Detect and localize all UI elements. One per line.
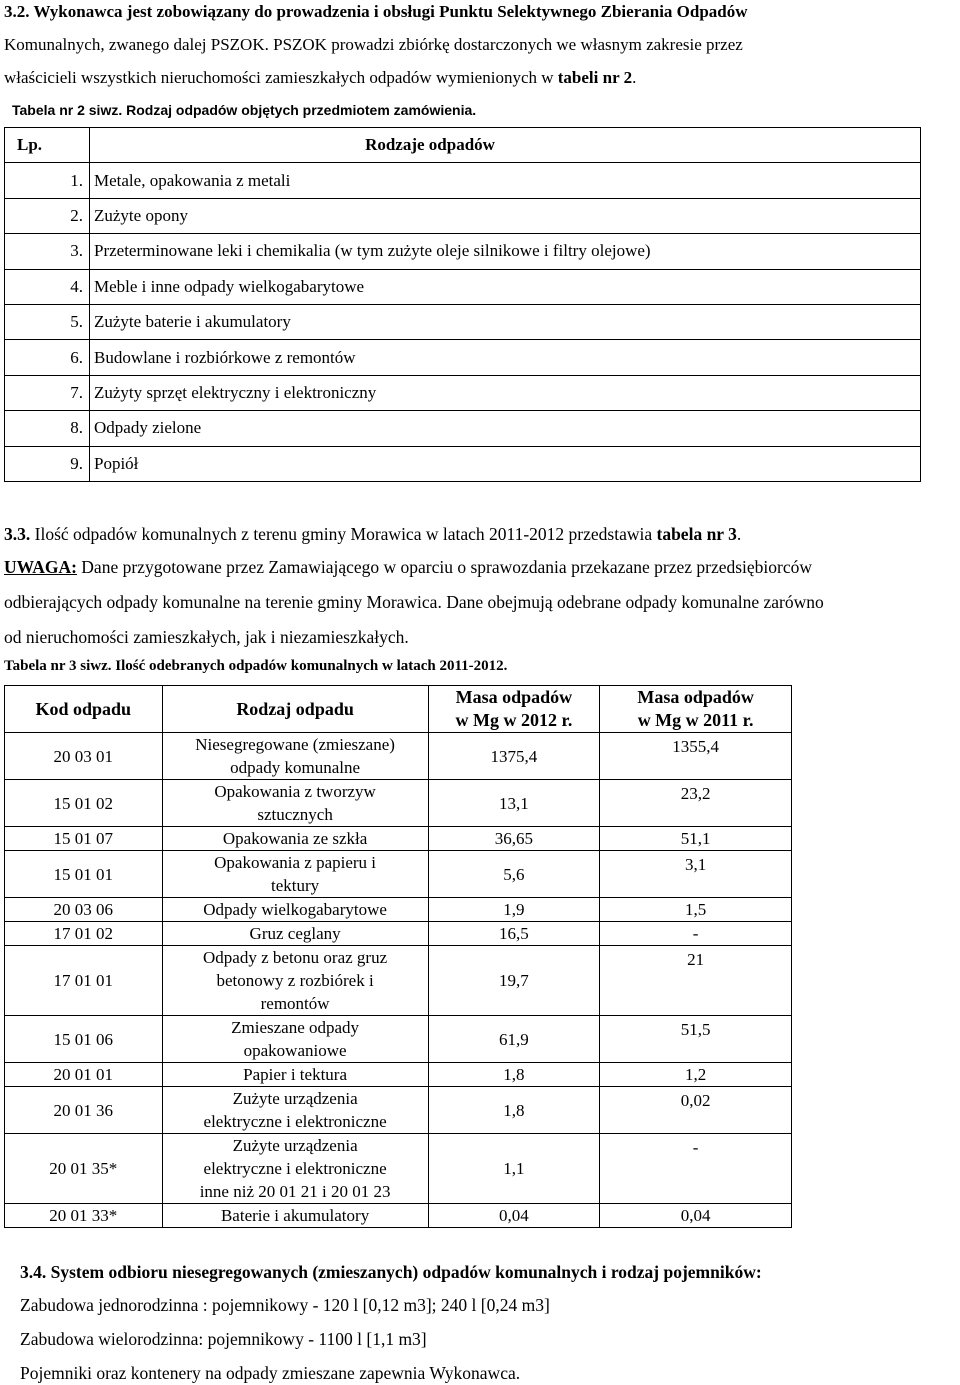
waste-type [162, 898, 428, 922]
mass-2012: 36,65 [428, 827, 600, 851]
waste-type-line: opakowaniowe [243, 1041, 347, 1060]
mass-2011: - [600, 1134, 792, 1204]
waste-code: 20 01 33* [5, 1204, 163, 1228]
row-number: 5. [5, 304, 90, 339]
waste-type-line: elektryczne i elektroniczne [203, 1159, 387, 1178]
row-number: 7. [5, 375, 90, 410]
row-number: 3. [5, 234, 90, 269]
waste-type-line: Papier i tektura [243, 1065, 348, 1084]
uwaga-line-1 [4, 550, 960, 584]
table-2-caption: Tabela nr 2 siwz. Rodzaj odpadów objętych przedmiotem zamówienia. [12, 102, 477, 118]
mass-2011: 1,2 [600, 1063, 792, 1087]
table-row [5, 1016, 792, 1063]
waste-quantity-table [4, 685, 792, 1228]
mass-2011: 0,04 [600, 1204, 792, 1228]
waste-type-line: Baterie i akumulatory [220, 1206, 370, 1225]
table-row [5, 304, 921, 339]
waste-code: 20 03 01 [5, 733, 163, 780]
table-row [5, 946, 792, 1016]
table-row [5, 1087, 792, 1134]
waste-code: 20 03 06 [5, 898, 163, 922]
waste-type-line: Odpady z betonu oraz gruz [203, 948, 388, 967]
waste-type-name: Metale, opakowania z metali [90, 163, 921, 198]
section-3-4-line-3: Pojemniki oraz kontenery na odpady zmieszane zapewnia Wykonawca. [20, 1363, 521, 1383]
section-3-3-text: Ilość odpadów komunalnych z terenu gminy Morawica w latach 2011-2012 przedstawia [30, 524, 657, 544]
waste-type [162, 733, 428, 780]
waste-type-line: inne niż 20 01 21 i 20 01 23 [199, 1182, 391, 1201]
table-row [5, 922, 792, 946]
mass-2012: 1,8 [428, 1087, 600, 1134]
table-row [5, 198, 921, 233]
header-mass-2011-line-2: w Mg w 2011 r. [637, 710, 754, 730]
mass-2011: 51,5 [600, 1016, 792, 1063]
mass-2012: 16,5 [428, 922, 600, 946]
waste-code: 15 01 07 [5, 827, 163, 851]
waste-type [162, 1204, 428, 1228]
table-row [5, 411, 921, 446]
waste-type-name: Zużyte opony [90, 198, 921, 233]
waste-type [162, 1134, 428, 1204]
section-3-2-line-3 [4, 61, 954, 95]
mass-2012: 5,6 [428, 851, 600, 898]
header-mass-2012-line-1: Masa odpadów [455, 687, 573, 707]
table-3-reference: tabela nr 3 [656, 524, 737, 544]
waste-type-name: Meble i inne odpady wielkogabarytowe [90, 269, 921, 304]
header-mass-2011-line-1: Masa odpadów [637, 687, 754, 707]
waste-type [162, 827, 428, 851]
section-3-4-line-1: Zabudowa jednorodzinna : pojemnikowy - 120 l [0,12 m3]; 240 l [0,24 m3] [20, 1295, 550, 1315]
row-number: 8. [5, 411, 90, 446]
waste-type [162, 1016, 428, 1063]
row-number: 6. [5, 340, 90, 375]
uwaga-line-3: od nieruchomości zamieszkałych, jak i niezamieszkałych. [4, 627, 409, 647]
waste-type-line: elektryczne i elektroniczne [203, 1112, 387, 1131]
section-3-3-end: . [736, 524, 742, 544]
table-row [5, 163, 921, 198]
waste-type-line: Opakowania ze szkła [222, 829, 368, 848]
waste-type-line: Zużyte urządzenia [232, 1136, 358, 1155]
header-code: Kod odpadu [5, 686, 163, 733]
header-waste-types: Rodzaje odpadów [90, 128, 921, 163]
waste-type-name: Przeterminowane leki i chemikalia (w tym zużyte oleje silnikowe i filtry olejowe) [90, 234, 921, 269]
table-row [5, 851, 792, 898]
mass-2011: 0,02 [600, 1087, 792, 1134]
mass-2011: 51,1 [600, 827, 792, 851]
waste-code: 20 01 35* [5, 1134, 163, 1204]
mass-2012: 1375,4 [428, 733, 600, 780]
uwaga-line-2: odbierających odpady komunalne na terenie gminy Morawica. Dane obejmują odebrane odpady komunalne zarówno [4, 592, 824, 612]
waste-type-name: Odpady zielone [90, 411, 921, 446]
waste-code: 15 01 01 [5, 851, 163, 898]
mass-2011: 1355,4 [600, 733, 792, 780]
table-row [5, 898, 792, 922]
waste-code: 20 01 36 [5, 1087, 163, 1134]
waste-type-line: Zmieszane odpady [231, 1018, 360, 1037]
waste-code: 15 01 02 [5, 780, 163, 827]
waste-code: 17 01 01 [5, 946, 163, 1016]
table-row [5, 375, 921, 410]
table-header-row [5, 128, 921, 163]
waste-type [162, 851, 428, 898]
line-3-text: właścicieli wszystkich nieruchomości zamieszkałych odpadów wymienionych w [4, 68, 558, 87]
section-3-3-line [4, 517, 960, 551]
waste-type [162, 1087, 428, 1134]
mass-2012: 1,1 [428, 1134, 600, 1204]
row-number: 9. [5, 446, 90, 481]
waste-types-table [4, 127, 921, 482]
waste-type-line: Opakowania z tworzyw [214, 782, 376, 801]
waste-code: 15 01 06 [5, 1016, 163, 1063]
waste-types-table-body [5, 128, 921, 482]
mass-2011: - [600, 922, 792, 946]
mass-2011: 21 [600, 946, 792, 1016]
waste-type-line: Opakowania z papieru i [214, 853, 377, 872]
section-3-2-text: 3.2. Wykonawca jest zobowiązany do prowadzenia i obsługi Punktu Selektywnego Zbierania Odpadów [4, 2, 748, 21]
table-row [5, 340, 921, 375]
waste-code: 20 01 01 [5, 1063, 163, 1087]
section-3-4-heading: 3.4. System odbioru niesegregowanych (zmieszanych) odpadów komunalnych i rodzaj pojemników: [20, 1262, 762, 1282]
waste-type-name: Budowlane i rozbiórkowe z remontów [90, 340, 921, 375]
waste-type-line: Odpady wielkogabarytowe [203, 900, 387, 919]
mass-2011: 3,1 [600, 851, 792, 898]
waste-code: 17 01 02 [5, 922, 163, 946]
waste-type [162, 946, 428, 1016]
waste-type-name: Zużyty sprzęt elektryczny i elektroniczny [90, 375, 921, 410]
table-row [5, 446, 921, 481]
waste-type-line: sztucznych [257, 805, 333, 824]
line-3-end: . [632, 68, 637, 87]
mass-2012: 1,8 [428, 1063, 600, 1087]
waste-type-line: Gruz ceglany [249, 924, 341, 943]
section-3-2-line-2: Komunalnych, zwanego dalej PSZOK. PSZOK prowadzi zbiórkę dostarczonych we własnym zakresie przez [4, 35, 743, 54]
waste-type-line: Niesegregowane (zmieszane) [195, 735, 395, 754]
mass-2012: 19,7 [428, 946, 600, 1016]
table-row [5, 1134, 792, 1204]
waste-type-name: Zużyte baterie i akumulatory [90, 304, 921, 339]
waste-type-line: tektury [271, 876, 320, 895]
table-row [5, 733, 792, 780]
header-mass-2012 [428, 686, 600, 733]
waste-type [162, 1063, 428, 1087]
waste-type [162, 922, 428, 946]
table-row [5, 269, 921, 304]
mass-2012: 61,9 [428, 1016, 600, 1063]
table-row [5, 1204, 792, 1228]
header-mass-2011 [600, 686, 792, 733]
mass-2012: 13,1 [428, 780, 600, 827]
uwaga-label: UWAGA: [4, 557, 77, 577]
mass-2012: 0,04 [428, 1204, 600, 1228]
waste-quantity-table-body [5, 686, 792, 1228]
mass-2012: 1,9 [428, 898, 600, 922]
waste-type-line: betonowy z rozbiórek i [216, 971, 374, 990]
header-mass-2012-line-2: w Mg w 2012 r. [455, 710, 573, 730]
header-type: Rodzaj odpadu [162, 686, 428, 733]
waste-type [162, 780, 428, 827]
waste-type-line: remontów [260, 994, 330, 1013]
row-number: 2. [5, 198, 90, 233]
waste-type-line: Zużyte urządzenia [232, 1089, 358, 1108]
table-header-row [5, 686, 792, 733]
waste-type-name: Popiół [90, 446, 921, 481]
row-number: 4. [5, 269, 90, 304]
section-3-3-number: 3.3. [4, 524, 31, 544]
row-number: 1. [5, 163, 90, 198]
table-row [5, 827, 792, 851]
table-row [5, 1063, 792, 1087]
table-row [5, 780, 792, 827]
header-lp: Lp. [5, 128, 90, 163]
uwaga-text-1: Dane przygotowane przez Zamawiającego w oparciu o sprawozdania przekazane przez przedsiębiorców [76, 557, 813, 577]
mass-2011: 23,2 [600, 780, 792, 827]
section-3-2-line-1 [4, 0, 954, 29]
waste-type-line: odpady komunalne [230, 758, 361, 777]
table-row [5, 234, 921, 269]
table-2-reference: tabeli nr 2 [557, 68, 633, 87]
table-3-caption: Tabela nr 3 siwz. Ilość odebranych odpadów komunalnych w latach 2011-2012. [4, 658, 508, 674]
section-3-4-line-2: Zabudowa wielorodzinna: pojemnikowy - 1100 l [1,1 m3] [20, 1329, 427, 1349]
mass-2011: 1,5 [600, 898, 792, 922]
